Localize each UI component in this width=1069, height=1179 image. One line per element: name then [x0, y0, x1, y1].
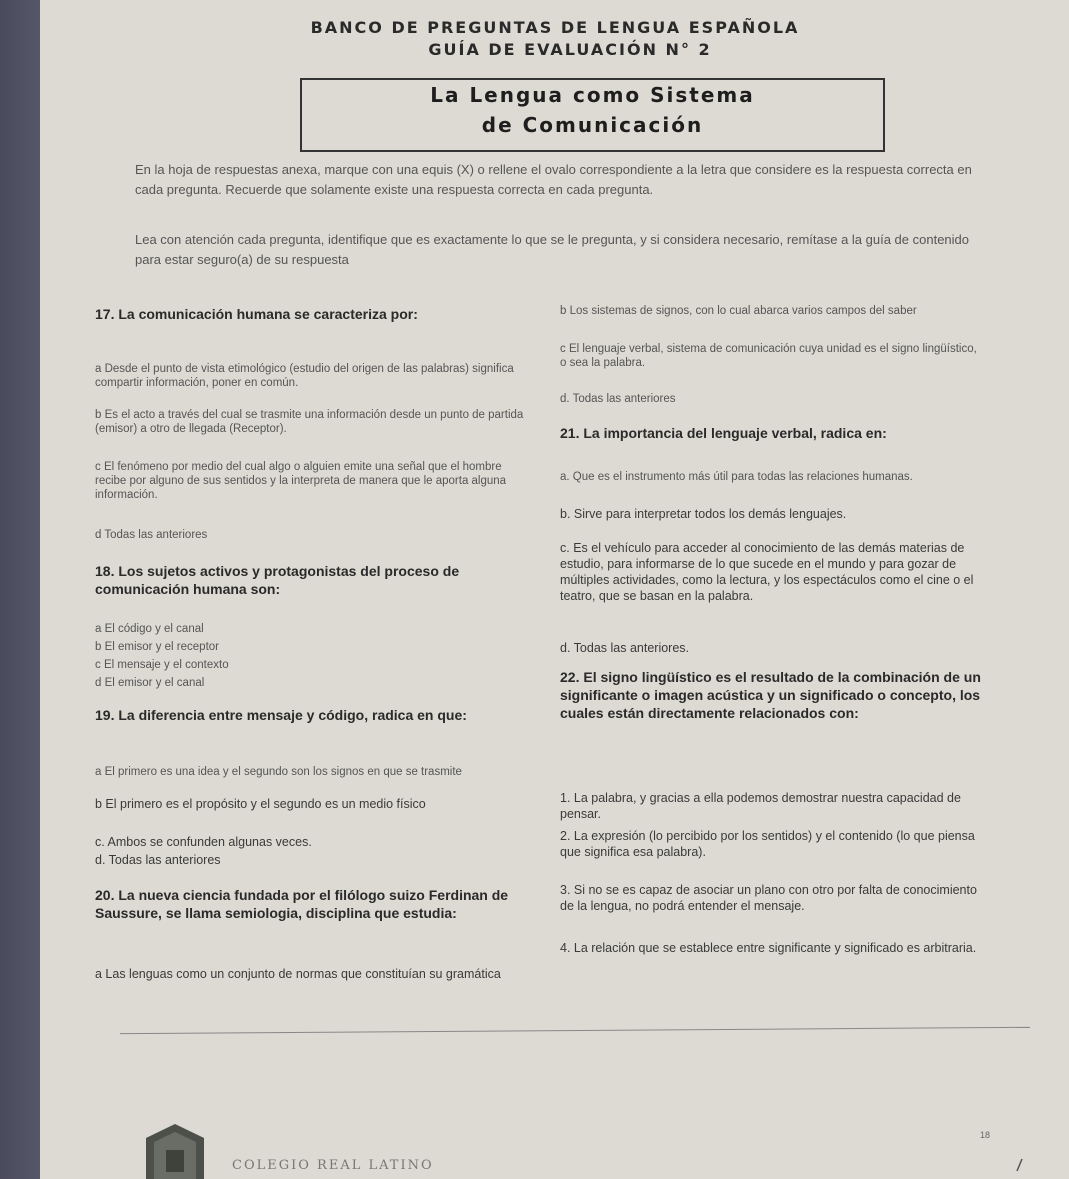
q19-option-a: a El primero es una idea y el segundo son los signos en que se trasmite [95, 766, 462, 778]
q22-option-4: 4. La relación que se establece entre significante y significado es arbitraria. [560, 941, 977, 955]
q19-option-c: c. Ambos se confunden algunas veces. [95, 835, 312, 849]
q17-option-d: d Todas las anteriores [95, 529, 208, 541]
instructions-paragraph-2: Lea con atención cada pregunta, identifique que es exactamente lo que se le pregunta, y si considera necesario, remítase a la guía de contenido para estar seguro(a) de su respuesta [135, 232, 969, 267]
q18-option-b: b El emisor y el receptor [95, 641, 219, 653]
question-18: 18. Los sujetos activos y protagonistas del proceso de comunicación humana son: [95, 563, 460, 597]
page-number: 18 [980, 1130, 991, 1140]
question-20: 20. La nueva ciencia fundada por el filólogo suizo Ferdinan de Saussure, se llama semiologia, disciplina que estudia: [95, 887, 509, 921]
question-21: 21. La importancia del lenguaje verbal, radica en: [560, 425, 887, 441]
question-19: 19. La diferencia entre mensaje y código, radica en que: [95, 707, 467, 723]
document-page [40, 0, 1069, 1179]
title-box [300, 78, 885, 152]
q22-option-3: 3. Si no se es capaz de asociar un plano con otro por falta de conocimiento de la lengua, no podrá entender el mensaje. [560, 883, 977, 913]
q21-option-d: d. Todas las anteriores. [560, 641, 690, 655]
q20-option-c: c El lenguaje verbal, sistema de comunicación cuya unidad es el signo lingüístico, o sea la palabra. [560, 343, 977, 369]
q20-option-d: d. Todas las anteriores [560, 393, 676, 405]
header-line-1: BANCO DE PREGUNTAS DE LENGUA ESPAÑOLA [310, 18, 800, 37]
q17-option-c: c El fenómeno por medio del cual algo o alguien emite una señal que el hombre recibe por alguno de sus sentidos y la interpreta de manera que le aporta alguna información. [95, 461, 507, 501]
q22-option-1: 1. La palabra, y gracias a ella podemos demostrar nuestra capacidad de pensar. [560, 791, 961, 821]
instructions-paragraph-1: En la hoja de respuestas anexa, marque con una equis (X) o rellene el ovalo correspondiente a la letra que considere es la respuesta correcta en cada pregunta. Recuerde que solamente existe una respuesta correcta en cada pregunta. [135, 162, 972, 197]
q20-option-b: b Los sistemas de signos, con lo cual abarca varios campos del saber [560, 305, 917, 317]
title-line-2: de Comunicación [481, 113, 704, 137]
q21-option-a: a. Que es el instrumento más útil para todas las relaciones humanas. [560, 471, 913, 483]
question-22: 22. El signo lingüístico es el resultado de la combinación de un significante o imagen acústica y un significado o concepto, los cuales están directamente relacionados con: [560, 669, 981, 721]
q17-option-b: b Es el acto a través del cual se trasmite una información desde un punto de partida (emisor) a otro de llegada (Receptor). [95, 409, 524, 435]
question-17: 17. La comunicación humana se caracteriza por: [95, 306, 418, 322]
q20-option-a: a Las lenguas como un conjunto de normas que constituían su gramática [95, 967, 501, 981]
q19-option-d: d. Todas las anteriores [95, 853, 221, 867]
q18-option-d: d El emisor y el canal [95, 677, 205, 689]
q19-option-b: b El primero es el propósito y el segundo es un medio físico [95, 797, 426, 811]
header-line-2: GUÍA DE EVALUACIÓN N° 2 [428, 40, 712, 59]
title-line-1: La Lengua como Sistema [430, 83, 755, 107]
q21-option-b: b. Sirve para interpretar todos los demás lenguajes. [560, 507, 847, 521]
q18-option-c: c El mensaje y el contexto [95, 659, 229, 671]
divider-line [120, 1027, 1030, 1034]
school-name: COLEGIO REAL LATINO [232, 1158, 434, 1173]
q21-option-c: c. Es el vehículo para acceder al conocimiento de las demás materias de estudio, para informarse de lo que sucede en el mundo y para gozar de múltiples actividades, como la lectura, y los espectáculos como el cine o el teatro, que se basan en la palabra. [560, 541, 974, 603]
q17-option-a: a Desde el punto de vista etimológico (estudio del origen de las palabras) significa compartir información, poner en común. [95, 363, 514, 389]
q18-option-a: a El código y el canal [95, 623, 204, 635]
q22-option-2: 2. La expresión (lo percibido por los sentidos) y el contenido (lo que piensa que significa esa palabra). [560, 829, 975, 859]
school-logo-icon [140, 1120, 210, 1179]
pencil-mark-icon [1015, 1158, 1023, 1172]
